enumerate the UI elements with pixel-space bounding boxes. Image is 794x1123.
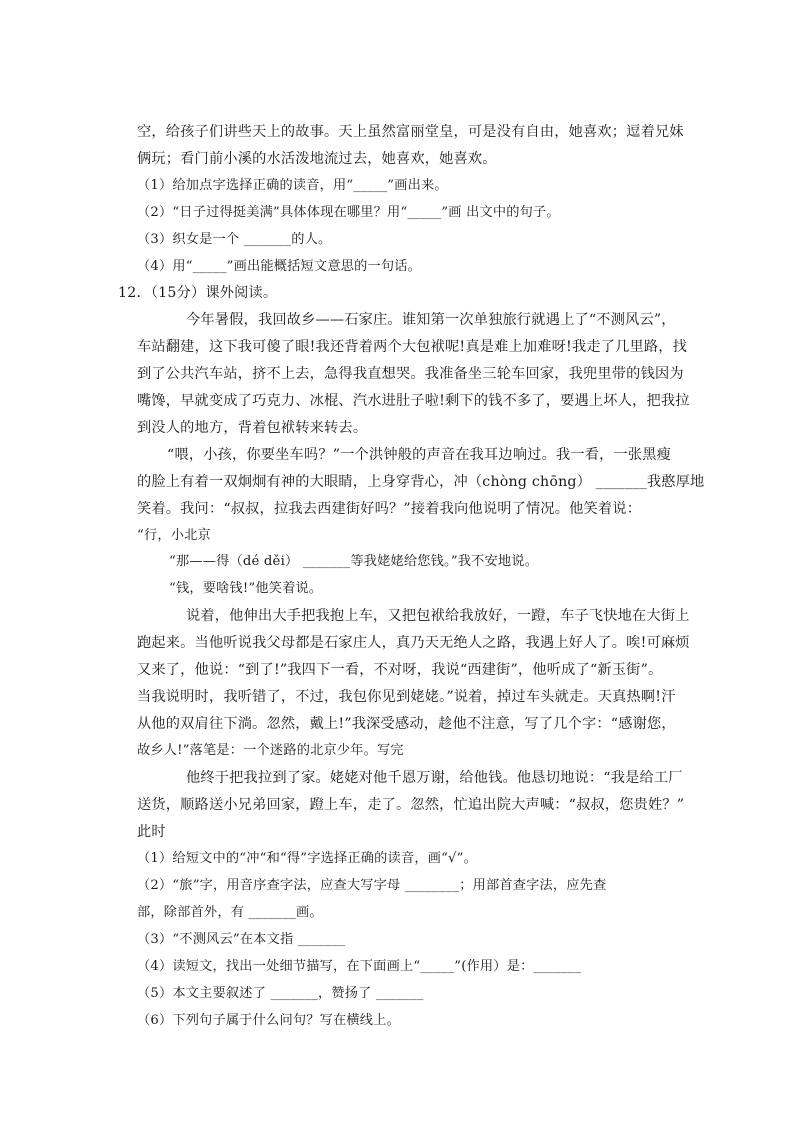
question-line: （6）下列句子属于什么问句？写在横线上。 bbox=[137, 1013, 400, 1028]
question-line: （2）“日子过得挺美满”具体体现在哪里？用“_____”画 出文中的句子。 bbox=[137, 205, 560, 220]
text-line: 今年暑假，我回故乡——石家庄。谁知第一次单独旅行就遇上了“不测风云”， bbox=[186, 312, 676, 328]
text-line: 跑起来。当他听说我父母都是石家庄人，真乃天无绝人之路，我遇上好人了。唉!可麻烦 bbox=[137, 635, 690, 651]
text-line: 此时 bbox=[137, 824, 166, 840]
text-line: 嘴馋，早就变成了巧克力、冰棍、汽水进肚子啦!剩下的钱不多了，要遇上坏人，把我拉 bbox=[137, 393, 690, 409]
question-line: （4）读短文，找出一处细节描写，在下面画上“_____”(作用）是：_______ bbox=[137, 959, 582, 974]
text-line: “那——得（dé děi） _______等我姥姥给您钱。”我不安地说。 bbox=[169, 554, 539, 569]
text-line: 空，给孩子们讲些天上的故事。天上虽然富丽堂皇，可是没有自由，她喜欢；逗着兄妹 bbox=[137, 124, 684, 140]
text-line: “喂，小孩，你要坐车吗？”一个洪钟般的声音在我耳边响过。我一看，一张黑瘦 bbox=[167, 447, 672, 463]
text-line: 俩玩；看门前小溪的水活泼地流过去，她喜欢，她喜欢。 bbox=[137, 151, 497, 167]
text-line: 又来了，他说：“到了!”我四下一看，不对呀，我说“西建街”，他听成了“新玉街”。 bbox=[137, 662, 663, 678]
text-line: 到了公共汽车站，挤不上去，急得我直想哭。我准备坐三轮车回家，我兜里带的钱因为 bbox=[137, 366, 684, 382]
question-line: （5）本文主要叙述了 _______，赞扬了 _______ bbox=[137, 986, 424, 1001]
question-line: （4）用“_____”画出能概括短文意思的一句话。 bbox=[137, 259, 422, 274]
question-line: 部，除部首外，有 _______画。 bbox=[137, 905, 323, 920]
text-line: 他终于把我拉到了家。姥姥对他千恩万谢，给他钱。他恳切地说：“我是给工厂 bbox=[186, 770, 683, 786]
text-line: 从他的双肩往下淌。忽然，戴上!”我深受感动，趁他不注意，写了几个字：“感谢您， bbox=[137, 716, 676, 732]
text-line: 笑着。我问：“叔叔，拉我去西建街好吗？”接着我向他说明了情况。他笑着说： bbox=[137, 501, 642, 517]
question-line: （3）“不测风云”在本文指 _______ bbox=[137, 932, 346, 947]
text-line: 的脸上有着一双炯炯有神的大眼睛，上身穿背心，冲（chòng chōng） _______我憨厚地 bbox=[137, 474, 705, 490]
text-line: 车站翻建，这下我可傻了眼!我还背着两个大包袱呢!真是难上加难呀!我走了几里路，找 bbox=[137, 339, 688, 355]
text-line: 故乡人!”落笔是：一个迷路的北京少年。写完 bbox=[137, 743, 404, 758]
question-line: （1）给加点字选择正确的读音，用“_____”画出来。 bbox=[137, 178, 448, 193]
text-line: “行，小北京 bbox=[137, 528, 211, 543]
question-line: （2）“旅”字，用音序查字法，应查大写字母 ________；用部首查字法，应先查 bbox=[137, 878, 607, 893]
text-line: 当我说明时，我听错了，不过，我包你见到姥姥。”说着，掉过车头就走。天真热啊!汗 bbox=[137, 689, 676, 705]
question-line: （1）给短文中的“冲“和“得”字选择正确的读音，画“√”。 bbox=[137, 851, 477, 866]
text-line: 送货，顺路送小兄弟回家，蹬上车，走了。忽然，忙追出院大声喊：“叔叔，您贵姓？” bbox=[137, 797, 685, 813]
section-heading: 12．（15分）课外阅读。 bbox=[118, 285, 278, 301]
text-line: “钱，要啥钱!”他笑着说。 bbox=[169, 581, 323, 596]
text-line: 说着，他伸出大手把我抱上车，又把包袱给我放好，一蹬，车子飞快地在大街上 bbox=[186, 608, 690, 624]
text-line: 到没人的地方，背着包袱转来转去。 bbox=[137, 420, 368, 436]
question-line: （3）织女是一个 _______的人。 bbox=[137, 232, 332, 247]
